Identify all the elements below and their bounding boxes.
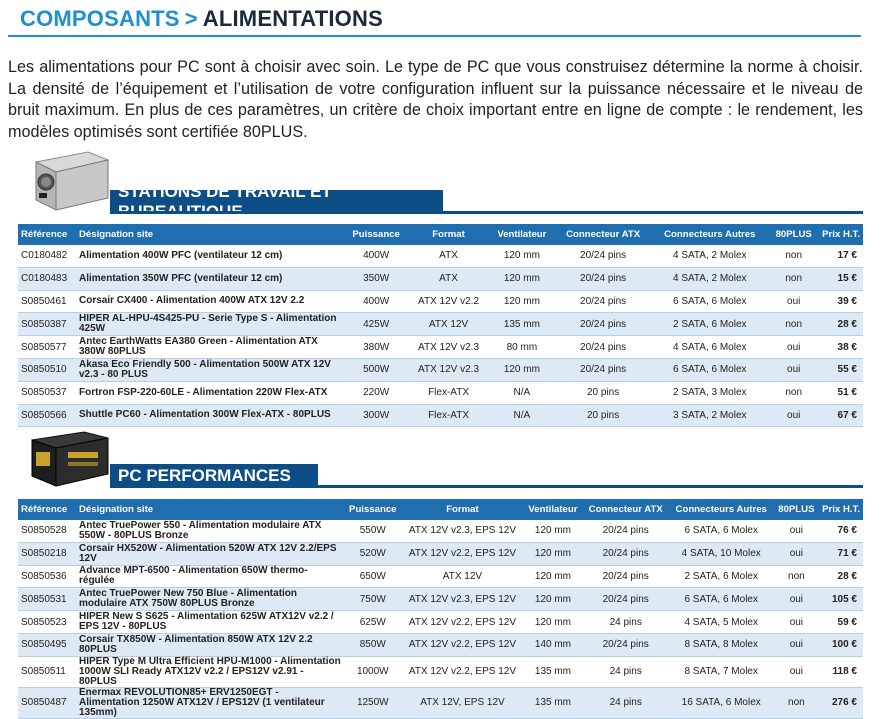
cell-reference: S0850510 xyxy=(18,358,76,381)
cell-reference: S0850461 xyxy=(18,290,76,313)
cell-power: 400W xyxy=(344,245,408,267)
cell-fan: 80 mm xyxy=(489,336,555,359)
table-row xyxy=(18,290,863,313)
cell-format: ATX 12V v2.3 xyxy=(408,336,489,359)
col-designation: Désignation site xyxy=(76,224,344,245)
cell-power: 850W xyxy=(344,633,402,656)
cell-format: ATX xyxy=(408,267,489,290)
cell-price: 38 € xyxy=(819,336,863,359)
cell-designation: HIPER AL-HPU-4S425-PU - Serie Type S - Alimentation 425W xyxy=(76,313,344,336)
cell-fan: 120 mm xyxy=(523,611,582,634)
cell-power: 500W xyxy=(344,358,408,381)
cell-reference: S0850577 xyxy=(18,336,76,359)
cell-reference: S0850218 xyxy=(18,542,76,565)
cell-price: 276 € xyxy=(819,687,863,718)
cell-80plus: non xyxy=(774,565,820,588)
col-power: Puissance xyxy=(344,224,408,245)
cell-80plus: oui xyxy=(768,336,819,359)
cell-80plus: non xyxy=(774,687,820,718)
cell-other-connectors: 4 SATA, 10 Molex xyxy=(669,542,774,565)
cell-other-connectors: 6 SATA, 6 Molex xyxy=(651,290,768,313)
col-designation: Désignation site xyxy=(76,499,344,520)
section-title-text: STATIONS DE TRAVAIL ET xyxy=(118,182,332,201)
cell-designation: Antec TruePower New 750 Blue - Alimentation modulaire ATX 750W 80PLUS Bronze xyxy=(76,588,344,611)
cell-fan: 120 mm xyxy=(523,520,582,542)
cell-80plus: non xyxy=(768,313,819,336)
cell-power: 350W xyxy=(344,267,408,290)
cell-format: ATX 12V v2.2, EPS 12V xyxy=(402,611,524,634)
cell-reference: C0180482 xyxy=(18,245,76,267)
table-row xyxy=(18,245,863,267)
cell-format: ATX xyxy=(408,245,489,267)
cell-format: ATX 12V xyxy=(408,313,489,336)
cell-power: 750W xyxy=(344,588,402,611)
table-row xyxy=(18,358,863,381)
cell-designation: Alimentation 350W PFC (ventilateur 12 cm) xyxy=(76,267,344,290)
cell-atx-connector: 20/24 pins xyxy=(555,313,651,336)
cell-reference: S0850387 xyxy=(18,313,76,336)
cell-price: 105 € xyxy=(819,588,863,611)
cell-atx-connector: 20/24 pins xyxy=(555,358,651,381)
col-other-connectors: Connecteurs Autres xyxy=(651,224,768,245)
cell-designation: Akasa Eco Friendly 500 - Alimentation 500W ATX 12V v2.3 - 80 PLUS xyxy=(76,358,344,381)
cell-designation: HIPER Type M Ultra Efficient HPU-M1000 - Alimentation 1000W SLI Ready ATX12V v2.2 / EPS12V v2.91 - 80PLUS xyxy=(76,656,344,687)
cell-format: ATX 12V v2.3, EPS 12V xyxy=(402,520,524,542)
cell-reference: S0850531 xyxy=(18,588,76,611)
cell-other-connectors: 4 SATA, 6 Molex xyxy=(651,336,768,359)
cell-designation: Corsair CX400 - Alimentation 400W ATX 12V 2.2 xyxy=(76,290,344,313)
cell-designation: Antec TruePower 550 - Alimentation modulaire ATX 550W - 80PLUS Bronze xyxy=(76,520,344,542)
cell-designation: Shuttle PC60 - Alimentation 300W Flex-ATX - 80PLUS xyxy=(76,404,344,427)
cell-format: ATX 12V v2.2, EPS 12V xyxy=(402,656,524,687)
table-row xyxy=(18,611,863,634)
cell-other-connectors: 3 SATA, 2 Molex xyxy=(651,404,768,427)
cell-atx-connector: 20/24 pins xyxy=(583,633,669,656)
table-row xyxy=(18,656,863,687)
section-title-text: PC PERFORMANCES xyxy=(118,466,291,485)
cell-80plus: oui xyxy=(774,588,820,611)
cell-power: 1250W xyxy=(344,687,402,718)
cell-80plus: oui xyxy=(774,611,820,634)
cell-designation: Corsair HX520W - Alimentation 520W ATX 12V 2.2/EPS 12V xyxy=(76,542,344,565)
cell-80plus: oui xyxy=(774,633,820,656)
title-separator: > xyxy=(184,6,198,31)
cell-designation: Fortron FSP-220-60LE - Alimentation 220W Flex-ATX xyxy=(76,381,344,404)
page-title xyxy=(20,4,383,34)
cell-fan: 120 mm xyxy=(489,290,555,313)
cell-price: 76 € xyxy=(819,520,863,542)
cell-80plus: non xyxy=(768,245,819,267)
cell-atx-connector: 20 pins xyxy=(555,404,651,427)
cell-power: 650W xyxy=(344,565,402,588)
cell-80plus: oui xyxy=(768,404,819,427)
col-80plus: 80PLUS xyxy=(774,499,820,520)
table-row xyxy=(18,588,863,611)
cell-other-connectors: 6 SATA, 6 Molex xyxy=(651,358,768,381)
cell-price: 55 € xyxy=(819,358,863,381)
cell-atx-connector: 20/24 pins xyxy=(555,336,651,359)
cell-power: 520W xyxy=(344,542,402,565)
table-row xyxy=(18,336,863,359)
cell-fan: 140 mm xyxy=(523,633,582,656)
cell-other-connectors: 8 SATA, 7 Molex xyxy=(669,656,774,687)
cell-fan: 135 mm xyxy=(523,656,582,687)
cell-atx-connector: 20 pins xyxy=(555,381,651,404)
col-format: Format xyxy=(402,499,524,520)
cell-fan: 120 mm xyxy=(523,588,582,611)
cell-designation: Advance MPT-6500 - Alimentation 650W thermo-régulée xyxy=(76,565,344,588)
cell-fan: 135 mm xyxy=(489,313,555,336)
cell-power: 220W xyxy=(344,381,408,404)
cell-other-connectors: 4 SATA, 2 Molex xyxy=(651,245,768,267)
cell-designation: Corsair TX850W - Alimentation 850W ATX 12V 2.2 80PLUS xyxy=(76,633,344,656)
cell-price: 28 € xyxy=(819,313,863,336)
cell-format: ATX 12V v2.3, EPS 12V xyxy=(402,588,524,611)
cell-fan: 120 mm xyxy=(523,565,582,588)
col-fan: Ventilateur xyxy=(523,499,582,520)
cell-reference: S0850537 xyxy=(18,381,76,404)
cell-80plus: oui xyxy=(774,656,820,687)
table-header-row xyxy=(18,499,863,520)
col-fan: Ventilateur xyxy=(489,224,555,245)
cell-format: ATX 12V v2.2, EPS 12V xyxy=(402,542,524,565)
cell-price: 17 € xyxy=(819,245,863,267)
cell-price: 15 € xyxy=(819,267,863,290)
cell-reference: S0850511 xyxy=(18,656,76,687)
cell-format: ATX 12V xyxy=(402,565,524,588)
cell-reference: S0850523 xyxy=(18,611,76,634)
cell-atx-connector: 20/24 pins xyxy=(555,245,651,267)
section-rule xyxy=(118,485,863,488)
cell-format: ATX 12V v2.2 xyxy=(408,290,489,313)
cell-reference: S0850528 xyxy=(18,520,76,542)
col-reference: Référence xyxy=(18,499,76,520)
cell-format: Flex-ATX xyxy=(408,404,489,427)
col-reference: Référence xyxy=(18,224,76,245)
cell-other-connectors: 16 SATA, 6 Molex xyxy=(669,687,774,718)
col-atx-connector: Connecteur ATX xyxy=(555,224,651,245)
psu-black-image xyxy=(28,430,112,488)
cell-power: 425W xyxy=(344,313,408,336)
intro-paragraph: Les alimentations pour PC sont à choisir avec soin. Le type de PC que vous construisez détermine la norme à choisir. La densité de l’équipement et l’utilisation de votre configuration influent sur la puissance nécessaire et le niveau de bruit maximum. En plus de ces paramètres, un critère de choix important entre en ligne de compte : le rendement, les modèles optimisés sont certifiée 80PLUS. xyxy=(8,58,863,141)
col-80plus: 80PLUS xyxy=(768,224,819,245)
cell-fan: 120 mm xyxy=(523,542,582,565)
cell-other-connectors: 6 SATA, 6 Molex xyxy=(669,588,774,611)
cell-atx-connector: 20/24 pins xyxy=(583,565,669,588)
cell-reference: S0850536 xyxy=(18,565,76,588)
table-row xyxy=(18,520,863,542)
cell-fan: N/A xyxy=(489,381,555,404)
cell-atx-connector: 20/24 pins xyxy=(583,588,669,611)
cell-other-connectors: 4 SATA, 5 Molex xyxy=(669,611,774,634)
cell-atx-connector: 20/24 pins xyxy=(555,267,651,290)
cell-price: 67 € xyxy=(819,404,863,427)
cell-atx-connector: 24 pins xyxy=(583,687,669,718)
cell-designation: Antec EarthWatts EA380 Green - Alimentation ATX 380W 80PLUS xyxy=(76,336,344,359)
cell-fan: 120 mm xyxy=(489,245,555,267)
cell-other-connectors: 2 SATA, 6 Molex xyxy=(651,313,768,336)
cell-other-connectors: 2 SATA, 3 Molex xyxy=(651,381,768,404)
cell-designation: HIPER New S S625 - Alimentation 625W ATX12V v2.2 / EPS 12V - 80PLUS xyxy=(76,611,344,634)
performance-psu-table xyxy=(18,499,863,719)
col-price: Prix H.T. xyxy=(819,224,863,245)
table-row xyxy=(18,633,863,656)
cell-power: 400W xyxy=(344,290,408,313)
cell-other-connectors: 6 SATA, 6 Molex xyxy=(669,520,774,542)
title-underline xyxy=(8,35,861,37)
cell-atx-connector: 24 pins xyxy=(583,611,669,634)
table-row xyxy=(18,404,863,427)
cell-fan: 120 mm xyxy=(489,267,555,290)
cell-price: 28 € xyxy=(819,565,863,588)
cell-power: 550W xyxy=(344,520,402,542)
cell-power: 1000W xyxy=(344,656,402,687)
cell-price: 100 € xyxy=(819,633,863,656)
cell-fan: 120 mm xyxy=(489,358,555,381)
cell-other-connectors: 2 SATA, 6 Molex xyxy=(669,565,774,588)
cell-fan: 135 mm xyxy=(523,687,582,718)
cell-format: Flex-ATX xyxy=(408,381,489,404)
section-rule xyxy=(118,211,863,214)
cell-80plus: non xyxy=(768,381,819,404)
cell-atx-connector: 20/24 pins xyxy=(583,542,669,565)
table-row xyxy=(18,267,863,290)
cell-80plus: oui xyxy=(774,520,820,542)
table-row xyxy=(18,565,863,588)
cell-power: 625W xyxy=(344,611,402,634)
workstation-psu-table xyxy=(18,224,863,427)
cell-format: ATX 12V v2.3 xyxy=(408,358,489,381)
cell-reference: S0850566 xyxy=(18,404,76,427)
cell-price: 118 € xyxy=(819,656,863,687)
cell-80plus: oui xyxy=(774,542,820,565)
cell-80plus: non xyxy=(768,267,819,290)
cell-price: 71 € xyxy=(819,542,863,565)
cell-price: 59 € xyxy=(819,611,863,634)
table-row xyxy=(18,542,863,565)
cell-other-connectors: 8 SATA, 8 Molex xyxy=(669,633,774,656)
table-header-row xyxy=(18,224,863,245)
cell-power: 300W xyxy=(344,404,408,427)
cell-format: ATX 12V v2.2, EPS 12V xyxy=(402,633,524,656)
cell-80plus: oui xyxy=(768,290,819,313)
cell-designation: Alimentation 400W PFC (ventilateur 12 cm) xyxy=(76,245,344,267)
cell-other-connectors: 4 SATA, 2 Molex xyxy=(651,267,768,290)
col-format: Format xyxy=(408,224,489,245)
col-price: Prix H.T. xyxy=(819,499,863,520)
title-category: COMPOSANTS xyxy=(20,6,180,31)
psu-grey-image xyxy=(30,150,110,212)
cell-atx-connector: 24 pins xyxy=(583,656,669,687)
title-subcategory: ALIMENTATIONS xyxy=(202,6,383,31)
cell-reference: C0180483 xyxy=(18,267,76,290)
table-row xyxy=(18,313,863,336)
cell-reference: S0850495 xyxy=(18,633,76,656)
table-row xyxy=(18,381,863,404)
col-other-connectors: Connecteurs Autres xyxy=(669,499,774,520)
cell-atx-connector: 20/24 pins xyxy=(555,290,651,313)
col-atx-connector: Connecteur ATX xyxy=(583,499,669,520)
cell-fan: N/A xyxy=(489,404,555,427)
cell-price: 39 € xyxy=(819,290,863,313)
cell-reference: S0850487 xyxy=(18,687,76,718)
cell-price: 51 € xyxy=(819,381,863,404)
col-power: Puissance xyxy=(344,499,402,520)
cell-designation: Enermax REVOLUTION85+ ERV1250EGT - Alimentation 1250W ATX12V / EPS12V (1 ventilateur 135mm) xyxy=(76,687,344,718)
cell-80plus: oui xyxy=(768,358,819,381)
cell-format: ATX 12V, EPS 12V xyxy=(402,687,524,718)
cell-atx-connector: 20/24 pins xyxy=(583,520,669,542)
cell-power: 380W xyxy=(344,336,408,359)
